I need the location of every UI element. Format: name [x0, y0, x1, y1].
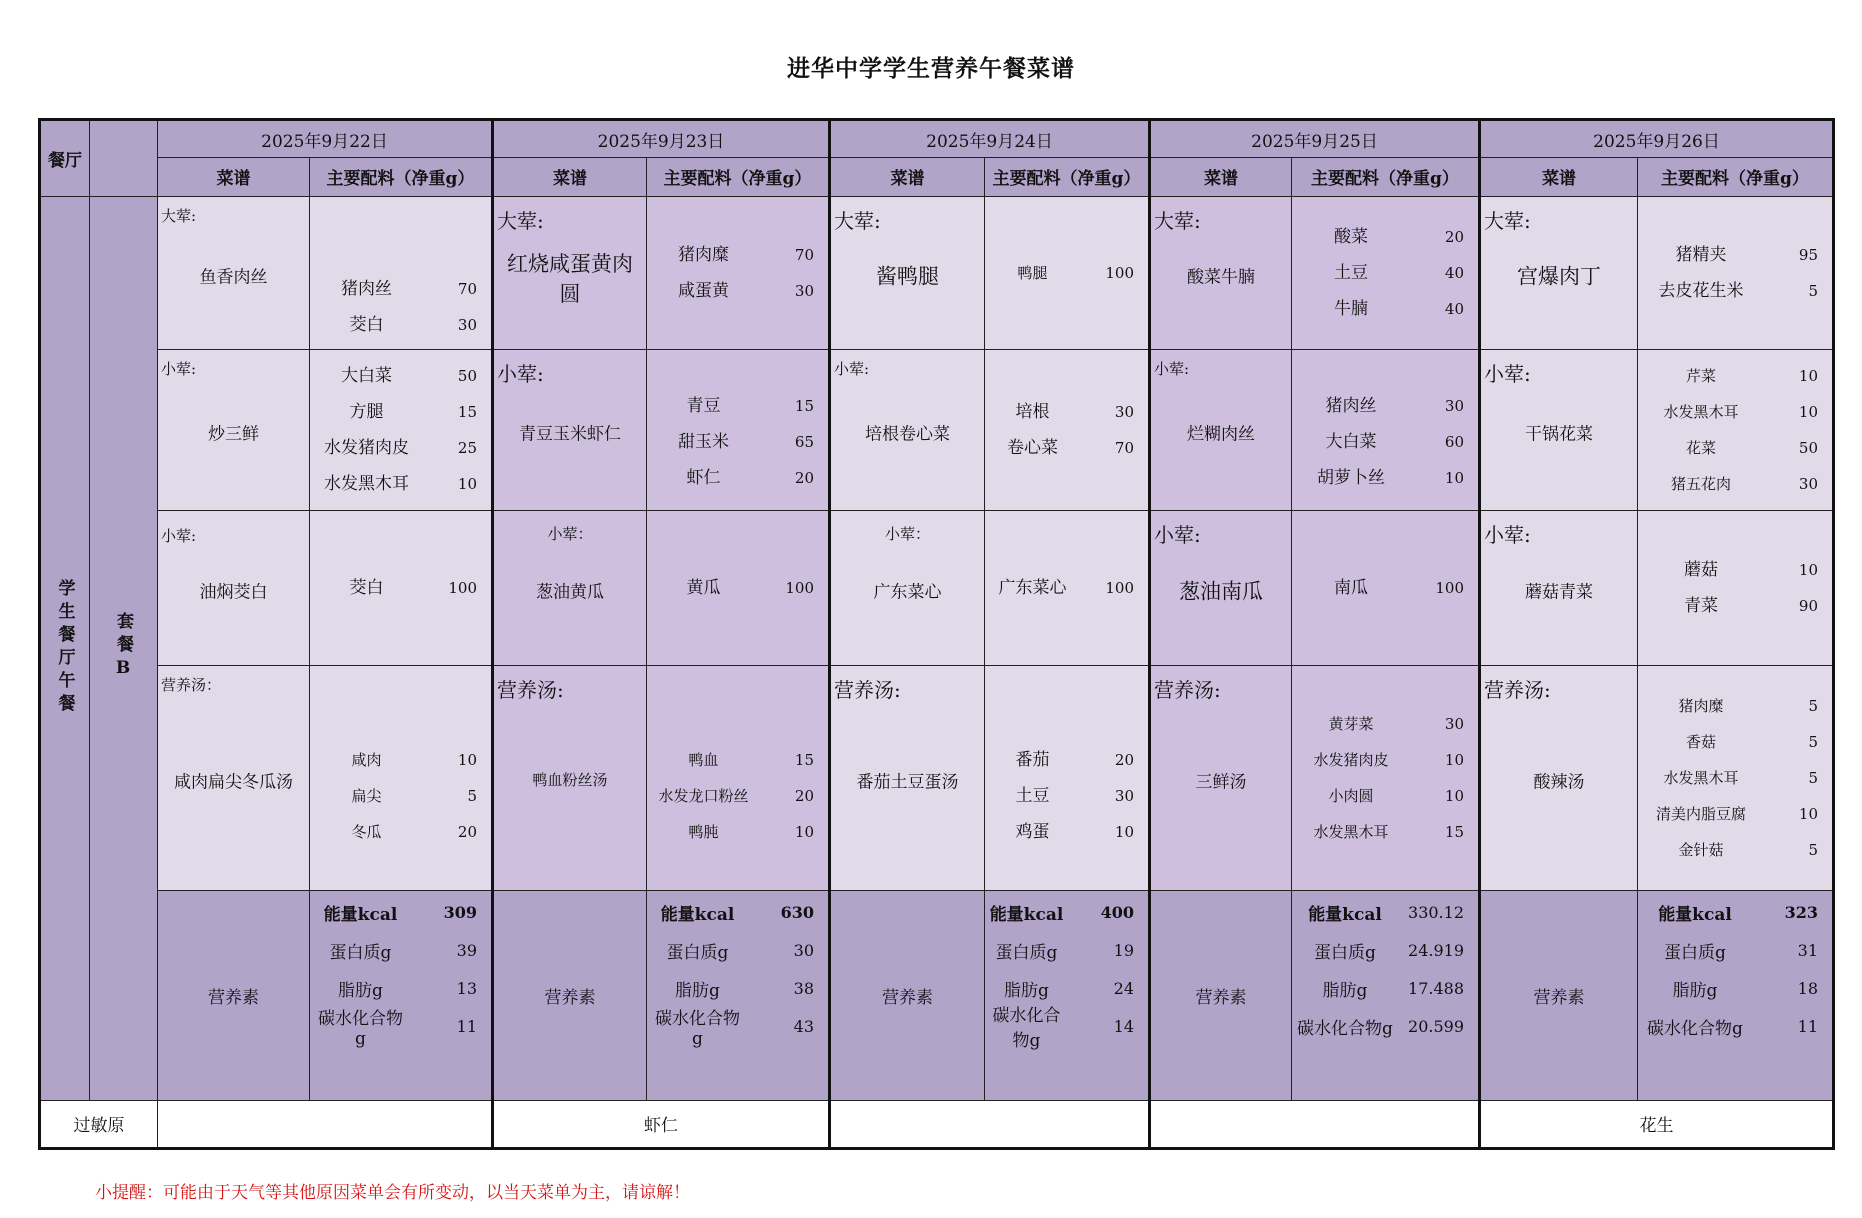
page-title: 进华中学学生营养午餐菜谱 — [787, 55, 1075, 82]
ingredient-list: 猪肉丝 30 大白菜 60 胡萝卜丝 10 — [1317, 395, 1464, 488]
nutrient-label: 营养素 — [1480, 891, 1638, 1100]
allergen-value — [158, 1100, 493, 1148]
dish-name: 油焖茭白 — [199, 582, 268, 603]
ingredient-list: 黄瓜 100 — [686, 577, 814, 598]
course-label: 小荤: — [497, 361, 544, 386]
dish-col-header: 菜谱 — [493, 158, 647, 196]
dish-name: 葱油南瓜 — [1179, 579, 1263, 604]
ingredient-col-header: 主要配料（净重g） — [1292, 158, 1480, 196]
allergen-value: 花生 — [1480, 1100, 1834, 1148]
ingredient-list: 鸭血 15 水发龙口粉丝 20 鸭肫 10 — [658, 750, 814, 841]
allergen-label: 过敏原 — [40, 1100, 158, 1148]
nutrient-label: 营养素 — [493, 891, 647, 1100]
allergen-value — [1150, 1100, 1480, 1148]
dish-name: 宫爆肉丁 — [1517, 263, 1601, 288]
ingredient-list: 广东菜心 100 — [998, 577, 1134, 598]
course-label: 小荤: — [1154, 359, 1190, 378]
dish-name: 葱油黄瓜 — [536, 582, 604, 603]
ingredient-list: 酸菜 20 土豆 40 牛腩 40 — [1334, 226, 1464, 319]
dish-name: 炒三鲜 — [208, 424, 259, 445]
dish-col-header: 菜谱 — [1480, 158, 1638, 196]
course-label: 小荤: — [1484, 361, 1531, 386]
nutrient-list: 能量kcal 630 蛋白质g 30 脂肪g 38 碳水化合物g 43 — [655, 902, 814, 1049]
ingredient-list: 猪肉丝 70 茭白 30 — [341, 278, 477, 335]
ingredient-list: 番茄 20 土豆 30 鸡蛋 10 — [1015, 749, 1134, 842]
dish-col-header: 菜谱 — [1150, 158, 1292, 196]
course-label: 大荤: — [161, 206, 197, 225]
ingredient-col-header: 主要配料（净重g） — [310, 158, 493, 196]
ingredient-col-header: 主要配料（净重g） — [985, 158, 1150, 196]
canteen-label: 学生餐厅午餐 — [40, 196, 90, 1100]
set-header — [90, 120, 158, 197]
course-label: 小荤: — [1154, 522, 1201, 547]
dish-name: 红烧咸蛋黄肉圆 — [507, 251, 633, 306]
dish-name: 广东菜心 — [873, 582, 942, 603]
nutrient-list: 能量kcal 309 蛋白质g 39 脂肪g 13 碳水化合物g 11 — [318, 902, 477, 1049]
dish-name: 青豆玉米虾仁 — [519, 424, 621, 445]
ingredient-list: 南瓜 100 — [1334, 577, 1464, 598]
ingredient-list: 咸肉 10 扁尖 5 冬瓜 20 — [351, 750, 477, 841]
course-label: 大荤: — [497, 208, 544, 233]
date-header: 2025年9月26日 — [1480, 120, 1834, 158]
course-label: 营养汤: — [497, 677, 564, 702]
ingredient-list: 猪肉糜 5 香菇 5 水发黑木耳 5 清美内脂豆腐 10 金针菇 5 — [1655, 696, 1818, 859]
dish-name: 蘑菇青菜 — [1525, 582, 1593, 603]
menu-table — [38, 118, 1835, 1150]
reminder-note: 小提醒：可能由于天气等其他原因菜单会有所变动，以当天菜单为主，请谅解！ — [95, 1183, 690, 1203]
ingredient-list: 黄芽菜 30 水发猪肉皮 10 小肉圆 10 水发黑木耳 15 — [1313, 714, 1464, 841]
canteen-header: 餐厅 — [40, 120, 90, 197]
nutrient-label: 营养素 — [158, 891, 310, 1100]
date-header: 2025年9月23日 — [493, 120, 830, 158]
ingredient-col-header: 主要配料（净重g） — [647, 158, 830, 196]
course-label: 小荤: — [834, 359, 870, 378]
date-header: 2025年9月22日 — [158, 120, 493, 158]
set-label: 套餐B — [90, 196, 158, 1100]
ingredient-list: 鸭腿 100 — [1017, 263, 1134, 282]
allergen-value — [830, 1100, 1150, 1148]
dish-name: 咸肉扁尖冬瓜汤 — [174, 772, 293, 793]
course-label: 小荤: — [1484, 522, 1531, 547]
course-label: 小荤: — [161, 526, 197, 545]
course-label: 小荤: — [161, 359, 197, 378]
dish-name: 酱鸭腿 — [876, 263, 939, 288]
date-header: 2025年9月24日 — [830, 120, 1150, 158]
course-label: 营养汤: — [1484, 677, 1551, 702]
nutrient-list: 能量kcal 330.12 蛋白质g 24.919 脂肪g 17.488 碳水化合物g 20.599 — [1297, 902, 1464, 1039]
dish-name: 酸辣汤 — [1533, 772, 1585, 793]
course-label: 营养汤: — [1154, 677, 1221, 702]
nutrient-list: 能量kcal 400 蛋白质g 19 脂肪g 24 碳水化合物g 14 — [989, 902, 1134, 1052]
course-label: 营养汤： — [161, 675, 222, 694]
course-label: 大荤: — [1484, 208, 1531, 233]
dish-name: 干锅花菜 — [1525, 424, 1593, 445]
dish-col-header: 菜谱 — [830, 158, 985, 196]
ingredient-list: 芹菜 10 水发黑木耳 10 花菜 50 猪五花肉 30 — [1663, 366, 1818, 493]
dish-name: 酸菜牛腩 — [1187, 267, 1255, 288]
ingredient-list: 蘑菇 10 青菜 90 — [1684, 559, 1818, 616]
dish-name: 番茄土豆蛋汤 — [856, 772, 959, 793]
date-header: 2025年9月25日 — [1150, 120, 1480, 158]
course-label: 小荤： — [884, 524, 930, 543]
ingredient-list: 茭白 100 — [349, 577, 477, 598]
nutrient-label: 营养素 — [830, 891, 985, 1100]
ingredient-list: 培根 30 卷心菜 70 — [1007, 401, 1134, 458]
dish-col-header: 菜谱 — [158, 158, 310, 196]
course-label: 大荤: — [1154, 208, 1201, 233]
dish-name: 鱼香肉丝 — [199, 267, 268, 288]
course-label: 营养汤: — [834, 677, 901, 702]
dish-name: 培根卷心菜 — [865, 424, 950, 445]
nutrient-label: 营养素 — [1150, 891, 1292, 1100]
nutrient-list: 能量kcal 323 蛋白质g 31 脂肪g 18 碳水化合物g 11 — [1647, 902, 1818, 1039]
dish-name: 鸭血粉丝汤 — [532, 771, 608, 790]
ingredient-col-header: 主要配料（净重g） — [1638, 158, 1834, 196]
ingredient-list: 大白菜 50 方腿 15 水发猪肉皮 25 水发黑木耳 10 — [324, 365, 477, 494]
ingredient-list: 猪肉糜 70 咸蛋黄 30 — [678, 244, 814, 301]
dish-name: 三鲜汤 — [1195, 772, 1247, 793]
allergen-value: 虾仁 — [493, 1100, 830, 1148]
course-label: 小荤： — [547, 524, 593, 543]
ingredient-list: 青豆 15 甜玉米 65 虾仁 20 — [678, 395, 814, 488]
course-label: 大荤: — [834, 208, 881, 233]
ingredient-list: 猪精夹 95 去皮花生米 5 — [1658, 244, 1818, 301]
dish-name: 烂糊肉丝 — [1187, 424, 1255, 445]
